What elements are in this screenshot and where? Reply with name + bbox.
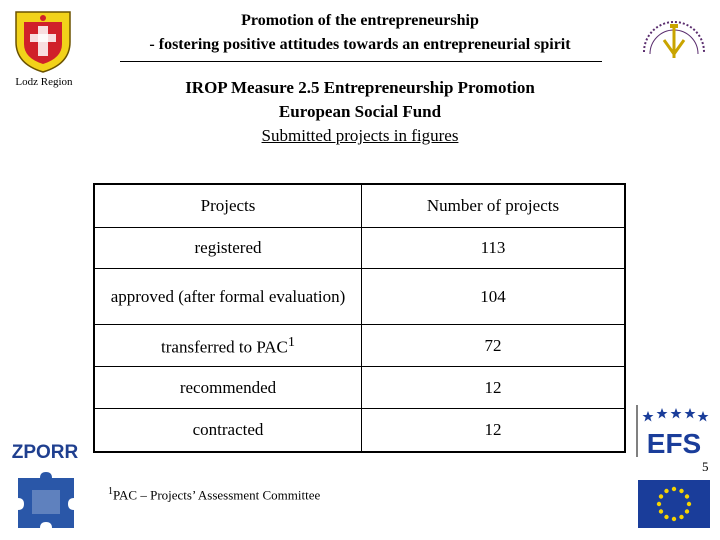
zporr-logo-text: ZPORR bbox=[11, 442, 79, 462]
eu-star-icon bbox=[657, 502, 661, 506]
region-label: Lodz Region bbox=[15, 76, 73, 88]
eu-star-icon bbox=[659, 494, 663, 498]
row-value: 113 bbox=[362, 228, 626, 269]
subtitle-fund: European Social Fund bbox=[278, 102, 442, 121]
row-value: 72 bbox=[362, 325, 626, 367]
eu-flag-logo bbox=[638, 480, 710, 528]
efs-logo-text: EFS bbox=[646, 428, 702, 457]
eu-star-icon bbox=[685, 509, 689, 513]
row-label-text: transferred to PAC bbox=[161, 337, 288, 357]
puzzle-logo bbox=[14, 470, 78, 530]
eu-star-icon bbox=[679, 515, 683, 519]
table-row bbox=[94, 367, 625, 409]
regional-agency-seal-logo bbox=[636, 4, 712, 66]
page-title-line-1: Promotion of the entrepreneurship bbox=[241, 12, 479, 29]
row-value: 104 bbox=[362, 269, 626, 325]
page-title-line-2: - fostering positive attitudes towards an entrepreneurial spirit bbox=[149, 36, 571, 53]
table-row bbox=[94, 269, 625, 325]
eu-star-icon bbox=[679, 489, 683, 493]
footnote bbox=[108, 486, 320, 503]
subtitle-measure: IROP Measure 2.5 Entrepreneurship Promotion bbox=[185, 78, 535, 97]
table-header-row bbox=[94, 184, 625, 228]
table-row bbox=[94, 325, 625, 367]
eu-star-icon bbox=[664, 489, 668, 493]
footnote-text: PAC – Projects’ Assessment Committee bbox=[113, 487, 321, 503]
projects-table bbox=[93, 183, 626, 453]
efs-logo bbox=[636, 405, 710, 457]
row-label: registered bbox=[94, 228, 362, 269]
title-divider bbox=[120, 61, 602, 62]
row-label-text: approved (after formal evaluation) bbox=[110, 286, 346, 306]
footnote-marker: 1 bbox=[287, 333, 295, 350]
table-row bbox=[94, 228, 625, 269]
table-row bbox=[94, 409, 625, 453]
eu-star-icon bbox=[664, 515, 668, 519]
eu-star-icon bbox=[659, 509, 663, 513]
row-label: recommended bbox=[94, 367, 362, 409]
eu-star-icon bbox=[687, 502, 691, 506]
page-number: 5 bbox=[702, 459, 709, 474]
subtitle-figures bbox=[110, 126, 610, 146]
lodz-region-crest-logo bbox=[12, 8, 74, 74]
zporr-logo bbox=[6, 440, 84, 462]
eu-star-icon bbox=[672, 487, 676, 491]
column-header-number: Number of projects bbox=[362, 184, 626, 228]
eu-star-icon bbox=[672, 517, 676, 521]
row-value: 12 bbox=[362, 409, 626, 453]
subtitle-figures-text: Submitted projects in figures bbox=[261, 126, 459, 145]
column-header-projects: Projects bbox=[94, 184, 362, 228]
row-label: contracted bbox=[94, 409, 362, 453]
eu-star-icon bbox=[685, 494, 689, 498]
row-label bbox=[94, 269, 362, 325]
row-value: 12 bbox=[362, 367, 626, 409]
footnote-marker: 1 bbox=[108, 486, 113, 497]
row-label bbox=[94, 325, 362, 367]
